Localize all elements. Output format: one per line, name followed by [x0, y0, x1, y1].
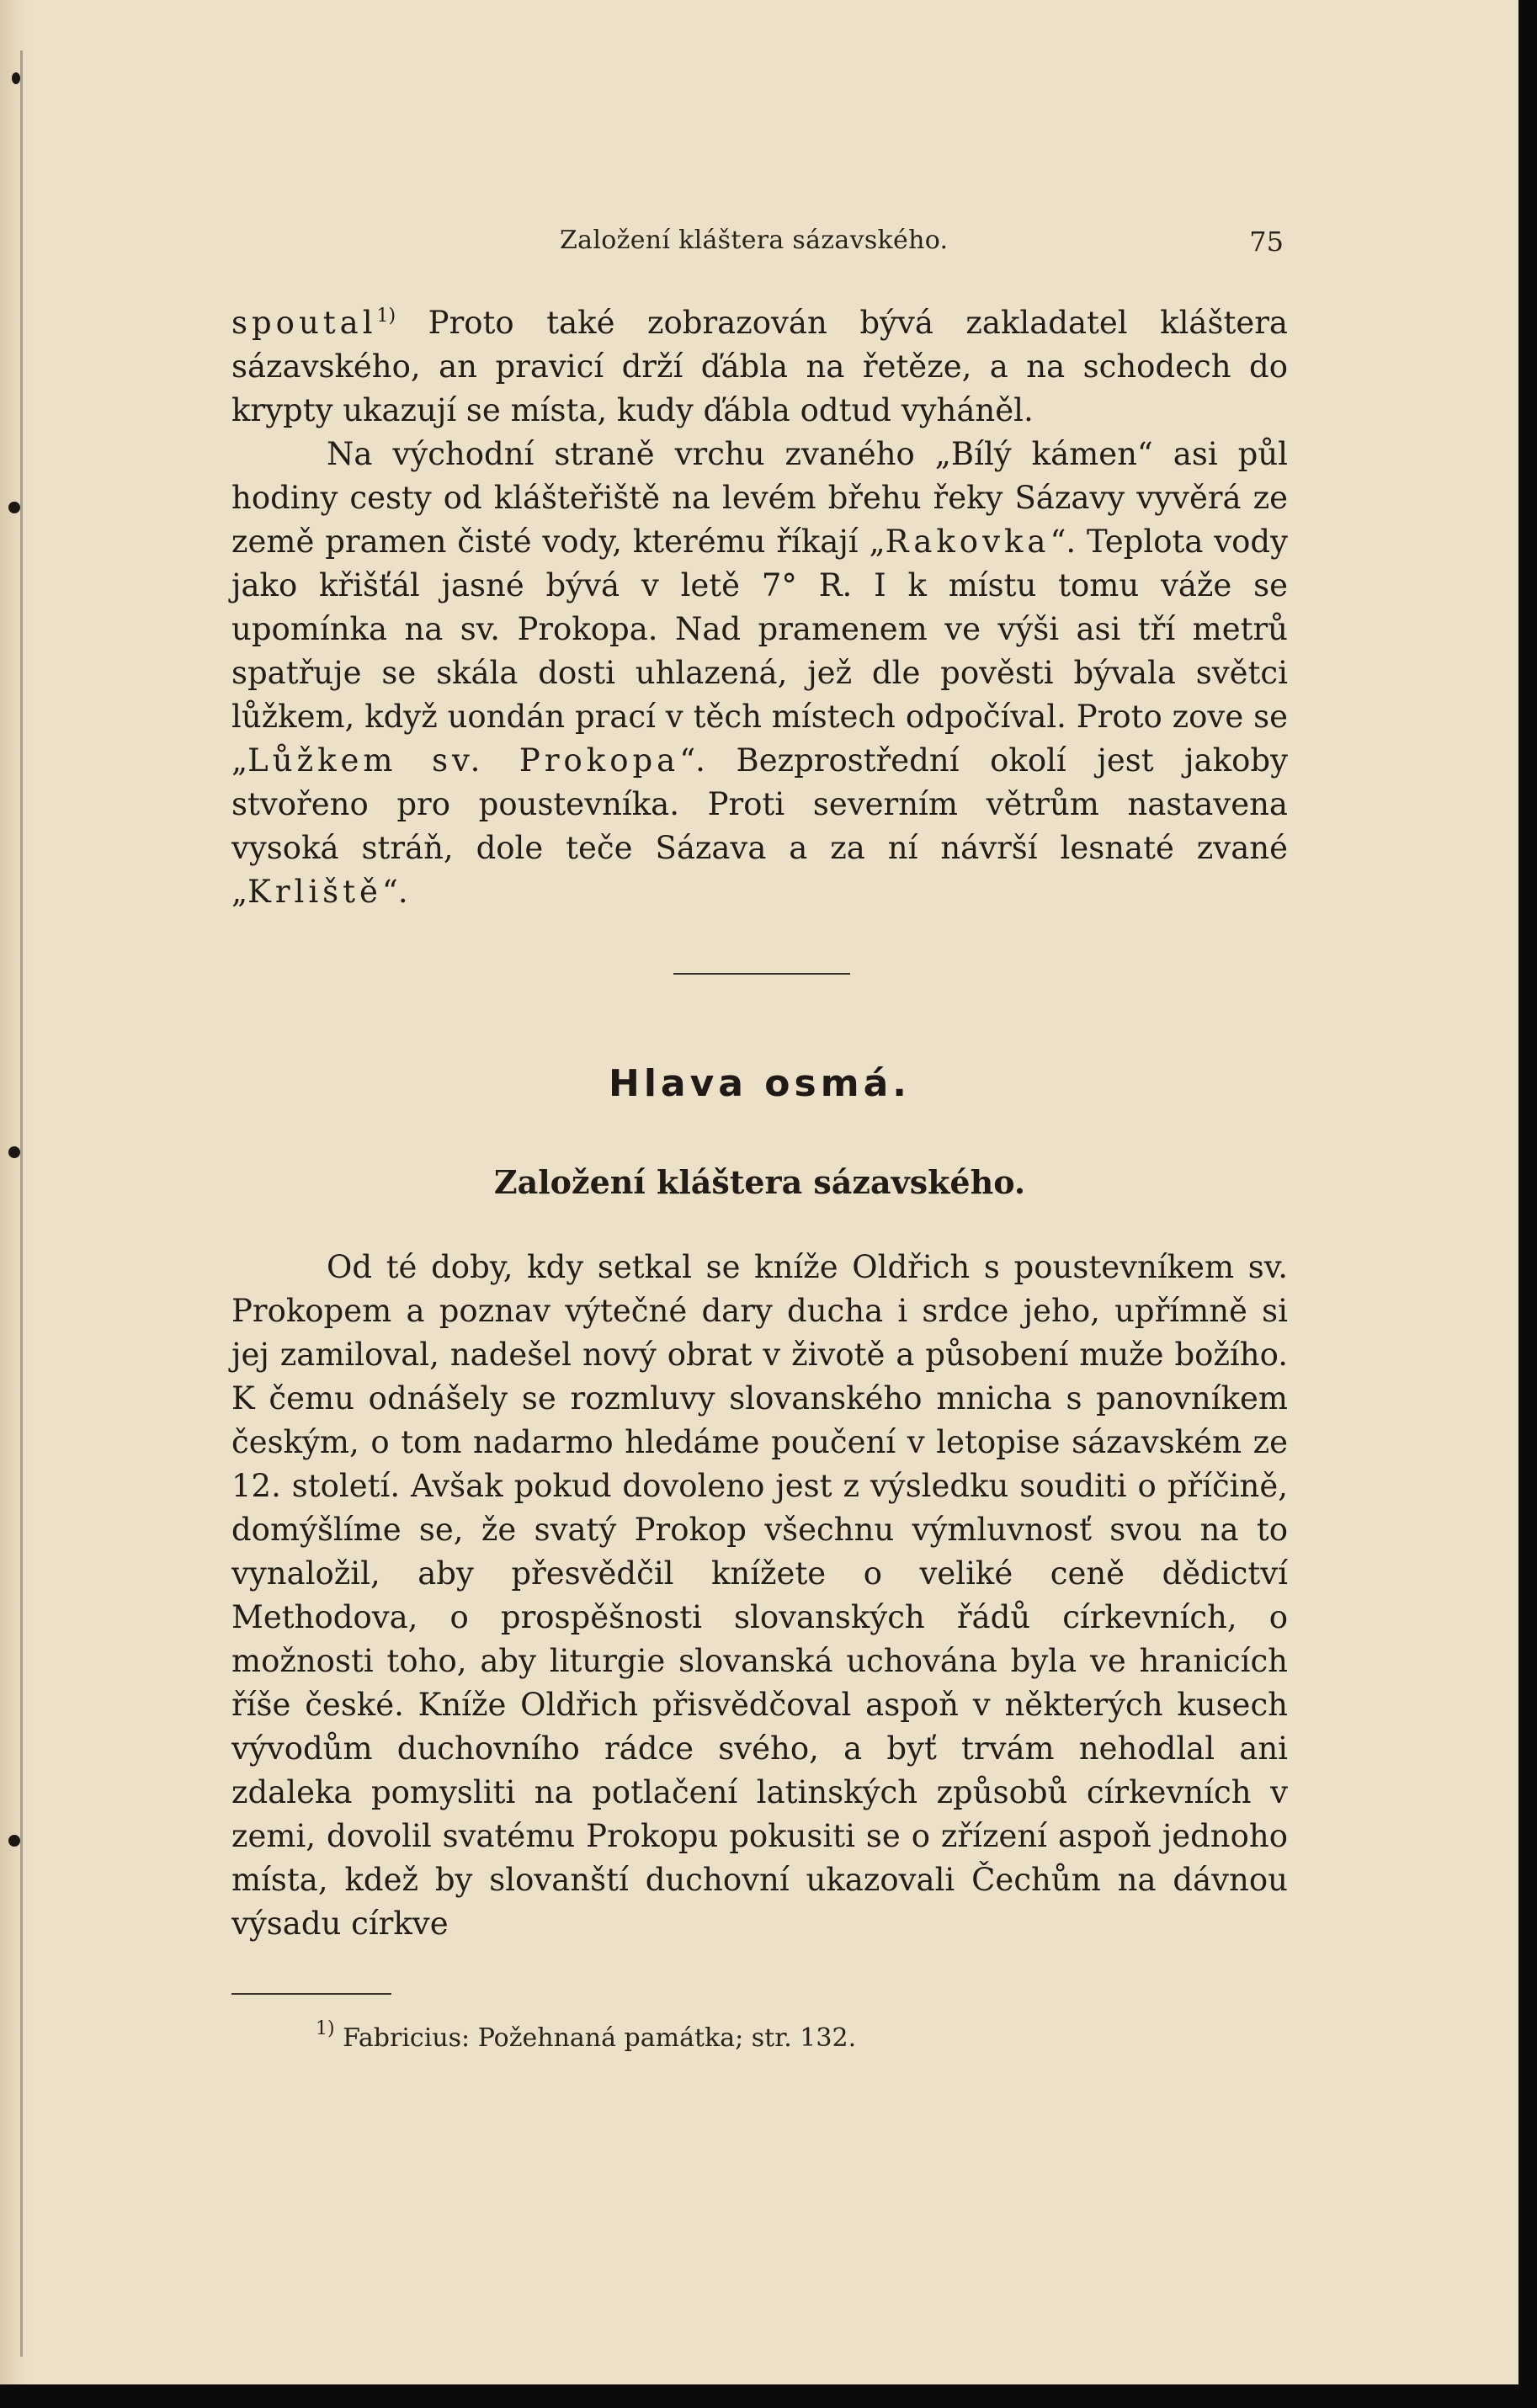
emphasized-word: Rakovka [885, 524, 1050, 560]
paragraph-text: “. Bezprostřední okolí jest jakoby stvořeno pro poustevníka. Proti severním větrům nastavena vysoká stráň, dole teče Sázava a za ní návrší lesnaté zvané „ [231, 742, 1288, 910]
footnote-rule [231, 1993, 391, 1995]
page-number: 75 [1249, 226, 1284, 258]
page-edge-shadow [1518, 0, 1537, 2408]
footnote-text: Fabricius: Požehnaná památka; str. 132. [334, 2023, 857, 2053]
paragraph-text: Na východní straně vrchu zvaného „Bílý kámen“ asi půl hodiny cesty od klášteřiště na levém břehu řeky Sázavy vyvěrá ze země pramen čisté vody, kterému říkají „ [231, 436, 1288, 560]
footnote-marker: 1) [316, 2018, 335, 2039]
paragraph-text: “. Teplota vody jako křišťál jasné bývá v letě 7° R. I k místu tomu váže se upomínka na sv. Prokopa. Nad pramenem ve výši asi tří metrů spatřuje se skála dosti uhlazená, jež dle pověsti bývala světci lůžkem, když uondán prací v těch místech odpočíval. Proto zove se „ [231, 524, 1288, 779]
chapter-subtitle: Založení kláštera sázavského. [493, 1163, 1026, 1201]
paragraph-continuation [231, 301, 1288, 433]
paragraph-text: Od té doby, kdy setkal se kníže Oldřich s poustevníkem sv. Prokopem a poznav výtečné dary ducha i srdce jeho, upřímně si jej zamiloval, nadešel nový obrat v životě a působení muže božího. K čemu odnášely se rozmluvy slovanského mnicha s panovníkem českým, o tom nadarmo hledáme poučení v letopise sázavském ze 12. století. Avšak pokud dovoleno jest z výsledku souditi o příčině, domýšlíme se, že svatý Prokop všechnu výmluvnosť svou na to vynaložil, aby přesvědčil knížete o veliké ceně dědictví Methodova, o prospěšnosti slovanských řádů církevních, o možnosti toho, aby liturgie slovanská uchována byla ve hranicích říše české. Kníže Oldřich přisvědčoval aspoň v některých kusech vývodům duchovního rádce svého, a byť trvám nehodlal ani zdaleka pomysliti na potlačení latinských způsobů církevních v zemi, dovolil svatému Prokopu pokusiti se o zřízení aspoň jednoho místa, kdež by slovanští duchovní ukazovali Čechům na dávnou výsadu církve [231, 1249, 1288, 1942]
emphasized-word: Krliště [247, 874, 382, 910]
text-block-chapter [231, 1246, 1288, 1946]
running-head-title: Založení kláštera sázavského. [560, 226, 949, 255]
page-bottom-shadow [0, 2384, 1537, 2408]
binding-shadow [20, 50, 23, 2357]
paragraph [231, 433, 1288, 914]
chapter-heading: Hlava osmá. [609, 1062, 911, 1105]
footnote [316, 2018, 1242, 2053]
text-block-top [231, 301, 1288, 914]
emphasized-word: spoutal [231, 305, 377, 341]
section-divider [673, 973, 850, 975]
footnote-reference: 1) [376, 306, 396, 327]
binding-hole [12, 72, 20, 84]
paragraph-text: Proto také zobrazován bývá zakladatel kláštera sázavského, an pravicí drží ďábla na řetěze, a na schodech do krypty ukazují se místa, kudy ďábla odtud vyháněl. [231, 305, 1288, 428]
binding-hole [8, 1835, 20, 1847]
emphasized-word: Lůžkem sv. Prokopa [247, 742, 680, 779]
paragraph-text: “. [381, 874, 408, 910]
running-head [231, 226, 1284, 268]
page-spine [0, 0, 29, 2408]
binding-hole [8, 1146, 20, 1158]
binding-hole [8, 502, 20, 513]
